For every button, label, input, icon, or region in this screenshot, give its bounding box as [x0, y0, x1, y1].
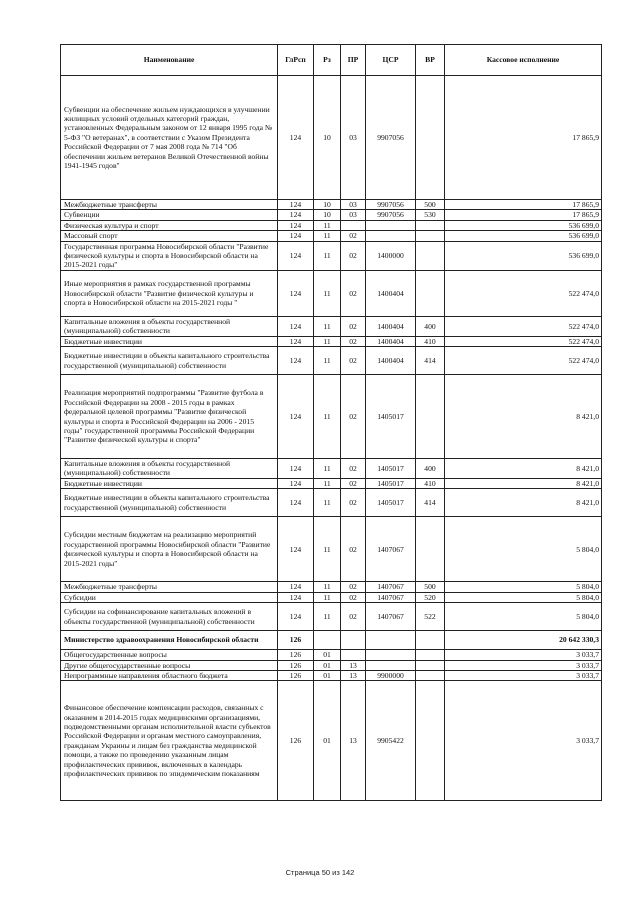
cell-amount: 3 033,7 — [445, 660, 602, 670]
header-vr: ВР — [416, 45, 445, 76]
table-row — [61, 489, 602, 517]
table-row — [61, 336, 602, 346]
cell-name: Общегосударственные вопросы — [61, 650, 278, 660]
cell-amount: 522 474,0 — [445, 336, 602, 346]
cell-glrsp: 124 — [278, 76, 314, 200]
table-row — [61, 478, 602, 488]
cell-name: Капитальные вложения в объекты государственной (муниципальной) собственности — [61, 316, 278, 336]
cell-pr: 13 — [341, 681, 366, 801]
cell-name: Другие общегосударственные вопросы — [61, 660, 278, 670]
cell-glrsp: 124 — [278, 375, 314, 459]
cell-pr — [341, 631, 366, 650]
cell-glrsp: 124 — [278, 347, 314, 375]
cell-pr: 03 — [341, 210, 366, 220]
table-row — [61, 231, 602, 241]
header-pr: ПР — [341, 45, 366, 76]
table-row — [61, 347, 602, 375]
cell-vr — [416, 650, 445, 660]
cell-vr: 520 — [416, 592, 445, 602]
cell-glrsp: 124 — [278, 592, 314, 602]
cell-glrsp: 124 — [278, 336, 314, 346]
cell-glrsp: 124 — [278, 582, 314, 592]
cell-name: Субвенции — [61, 210, 278, 220]
cell-pr: 02 — [341, 270, 366, 316]
table-row — [61, 660, 602, 670]
header-amount: Кассовое исполнение — [445, 45, 602, 76]
cell-pr — [341, 220, 366, 230]
cell-csr: 1405017 — [366, 489, 416, 517]
cell-rz: 11 — [314, 517, 341, 582]
cell-glrsp: 124 — [278, 210, 314, 220]
table-row — [61, 582, 602, 592]
cell-glrsp: 124 — [278, 241, 314, 270]
cell-vr — [416, 220, 445, 230]
cell-pr: 02 — [341, 592, 366, 602]
cell-glrsp: 126 — [278, 650, 314, 660]
cell-csr: 9905422 — [366, 681, 416, 801]
cell-pr: 03 — [341, 200, 366, 210]
cell-vr: 522 — [416, 603, 445, 631]
cell-vr — [416, 681, 445, 801]
cell-glrsp: 126 — [278, 670, 314, 680]
table-row — [61, 76, 602, 200]
cell-amount: 5 804,0 — [445, 592, 602, 602]
cell-csr: 9907056 — [366, 210, 416, 220]
cell-rz: 11 — [314, 220, 341, 230]
cell-vr: 500 — [416, 582, 445, 592]
cell-csr — [366, 220, 416, 230]
cell-pr: 02 — [341, 478, 366, 488]
cell-rz: 11 — [314, 336, 341, 346]
cell-rz: 10 — [314, 200, 341, 210]
cell-pr: 13 — [341, 670, 366, 680]
cell-amount: 522 474,0 — [445, 270, 602, 316]
cell-rz: 11 — [314, 270, 341, 316]
cell-csr: 1400404 — [366, 270, 416, 316]
table-row — [61, 210, 602, 220]
cell-rz: 11 — [314, 241, 341, 270]
cell-amount: 5 804,0 — [445, 517, 602, 582]
cell-name: Бюджетные инвестиции — [61, 478, 278, 488]
cell-name: Министерство здравоохранения Новосибирской области — [61, 631, 278, 650]
cell-name: Реализация мероприятий подпрограммы "Развитие футбола в Российской Федерации на 2008 - 2015 годы в рамках федеральной целевой программы "Развитие физической культуры и спорта в Российской Федерации на 2006 - 2015 годы" государственной программы Российской Федерации "Развитие физической культуры и спорта" — [61, 375, 278, 459]
cell-amount: 5 804,0 — [445, 582, 602, 592]
cell-vr: 400 — [416, 459, 445, 479]
cell-rz — [314, 631, 341, 650]
cell-name: Межбюджетные трансферты — [61, 582, 278, 592]
cell-amount: 522 474,0 — [445, 347, 602, 375]
cell-vr — [416, 241, 445, 270]
cell-amount: 8 421,0 — [445, 489, 602, 517]
cell-amount: 536 699,0 — [445, 231, 602, 241]
cell-pr: 13 — [341, 660, 366, 670]
budget-table — [60, 44, 602, 801]
header-name: Наименование — [61, 45, 278, 76]
cell-pr: 02 — [341, 241, 366, 270]
cell-pr: 02 — [341, 375, 366, 459]
cell-rz: 01 — [314, 681, 341, 801]
cell-csr: 1407067 — [366, 582, 416, 592]
cell-glrsp: 126 — [278, 660, 314, 670]
cell-name: Капитальные вложения в объекты государственной (муниципальной) собственности — [61, 459, 278, 479]
cell-glrsp: 124 — [278, 517, 314, 582]
cell-rz: 11 — [314, 592, 341, 602]
cell-vr — [416, 660, 445, 670]
cell-rz: 11 — [314, 489, 341, 517]
cell-glrsp: 124 — [278, 489, 314, 517]
cell-name: Субвенции на обеспечение жильем нуждающихся в улучшении жилищных условий отдельных категорий граждан, установленных Федеральным законом от 12 января 1995 года № 5-ФЗ "О ветеранах", в соответствии с Указом Президента Российской Федерации от 7 мая 2008 года № 714 "Об обеспечении жильем ветеранов Великой Отечественной войны 1941-1945 годов" — [61, 76, 278, 200]
cell-name: Массовый спорт — [61, 231, 278, 241]
cell-csr: 1400404 — [366, 316, 416, 336]
cell-amount: 17 865,9 — [445, 76, 602, 200]
table-row — [61, 270, 602, 316]
cell-csr — [366, 650, 416, 660]
cell-amount: 3 033,7 — [445, 650, 602, 660]
table-row — [61, 670, 602, 680]
cell-vr — [416, 670, 445, 680]
cell-csr: 9907056 — [366, 76, 416, 200]
table-row — [61, 459, 602, 479]
cell-vr: 410 — [416, 336, 445, 346]
cell-glrsp: 124 — [278, 316, 314, 336]
cell-glrsp: 124 — [278, 231, 314, 241]
cell-rz: 11 — [314, 478, 341, 488]
cell-name: Бюджетные инвестиции в объекты капитального строительства государственной (муниципальной) собственности — [61, 489, 278, 517]
cell-vr: 410 — [416, 478, 445, 488]
cell-rz: 11 — [314, 603, 341, 631]
table-row — [61, 375, 602, 459]
cell-rz: 01 — [314, 670, 341, 680]
cell-csr: 1407067 — [366, 592, 416, 602]
cell-glrsp: 124 — [278, 200, 314, 210]
header-glrsp: ГлРсп — [278, 45, 314, 76]
cell-rz: 10 — [314, 210, 341, 220]
cell-name: Финансовое обеспечение компенсации расходов, связанных с оказанием в 2014-2015 годах медицинскими организациями, подведомственными органам исполнительной власти субъектов Российской Федерации и органам местного самоуправления, гражданам Украины и лицам без гражданства медицинской помощи, а также по проведению указанным лицам профилактических прививок, включенных в календарь профилактических прививок по эпидемическим показаниям — [61, 681, 278, 801]
cell-pr: 02 — [341, 459, 366, 479]
cell-amount: 8 421,0 — [445, 478, 602, 488]
table-body — [61, 76, 602, 801]
cell-pr: 03 — [341, 76, 366, 200]
cell-csr: 1405017 — [366, 459, 416, 479]
cell-glrsp: 124 — [278, 478, 314, 488]
cell-name: Физическая культура и спорт — [61, 220, 278, 230]
cell-amount: 8 421,0 — [445, 375, 602, 459]
cell-pr: 02 — [341, 603, 366, 631]
cell-csr — [366, 631, 416, 650]
cell-csr: 1405017 — [366, 375, 416, 459]
cell-amount: 5 804,0 — [445, 603, 602, 631]
cell-amount: 3 033,7 — [445, 670, 602, 680]
cell-rz: 01 — [314, 650, 341, 660]
cell-pr: 02 — [341, 347, 366, 375]
page-number: Страница 50 из 142 — [285, 868, 355, 877]
cell-name: Непрограммные направления областного бюджета — [61, 670, 278, 680]
cell-rz: 10 — [314, 76, 341, 200]
cell-vr: 530 — [416, 210, 445, 220]
cell-pr: 02 — [341, 517, 366, 582]
cell-glrsp: 124 — [278, 603, 314, 631]
cell-pr: 02 — [341, 582, 366, 592]
cell-pr: 02 — [341, 336, 366, 346]
cell-rz: 11 — [314, 231, 341, 241]
cell-pr — [341, 650, 366, 660]
cell-csr: 1400000 — [366, 241, 416, 270]
cell-amount: 17 865,9 — [445, 200, 602, 210]
table-row — [61, 650, 602, 660]
cell-csr: 1407067 — [366, 517, 416, 582]
cell-rz: 01 — [314, 660, 341, 670]
cell-glrsp: 124 — [278, 220, 314, 230]
table-row — [61, 220, 602, 230]
cell-amount: 3 033,7 — [445, 681, 602, 801]
cell-vr — [416, 270, 445, 316]
cell-csr: 1400404 — [366, 336, 416, 346]
cell-name: Межбюджетные трансферты — [61, 200, 278, 210]
cell-glrsp: 124 — [278, 459, 314, 479]
cell-vr — [416, 517, 445, 582]
table-row — [61, 603, 602, 631]
cell-vr: 500 — [416, 200, 445, 210]
cell-rz: 11 — [314, 375, 341, 459]
cell-csr: 1407067 — [366, 603, 416, 631]
cell-csr: 9907056 — [366, 200, 416, 210]
cell-amount: 20 642 330,3 — [445, 631, 602, 650]
cell-vr: 414 — [416, 347, 445, 375]
cell-csr: 1400404 — [366, 347, 416, 375]
cell-pr: 02 — [341, 489, 366, 517]
cell-glrsp: 126 — [278, 681, 314, 801]
cell-name: Субсидии — [61, 592, 278, 602]
cell-pr: 02 — [341, 231, 366, 241]
header-csr: ЦСР — [366, 45, 416, 76]
cell-amount: 536 699,0 — [445, 220, 602, 230]
cell-csr: 9900000 — [366, 670, 416, 680]
cell-csr — [366, 660, 416, 670]
cell-name: Иные мероприятия в рамках государственной программы Новосибирской области "Развитие физической культуры и спорта в Новосибирской области на 2015-2021 годы " — [61, 270, 278, 316]
cell-rz: 11 — [314, 459, 341, 479]
table-header-row — [61, 45, 602, 76]
table-row — [61, 631, 602, 650]
cell-csr: 1405017 — [366, 478, 416, 488]
cell-glrsp: 126 — [278, 631, 314, 650]
table-row — [61, 200, 602, 210]
cell-name: Субсидии местным бюджетам на реализацию мероприятий государственной программы Новосибирской области "Развитие физической культуры и спорта в Новосибирской области на 2015-2021 годы" — [61, 517, 278, 582]
table-row — [61, 592, 602, 602]
cell-vr — [416, 231, 445, 241]
cell-amount: 536 699,0 — [445, 241, 602, 270]
header-rz: Рз — [314, 45, 341, 76]
cell-vr: 414 — [416, 489, 445, 517]
cell-vr — [416, 631, 445, 650]
cell-pr: 02 — [341, 316, 366, 336]
cell-vr: 400 — [416, 316, 445, 336]
cell-csr — [366, 231, 416, 241]
cell-amount: 522 474,0 — [445, 316, 602, 336]
cell-amount: 17 865,9 — [445, 210, 602, 220]
cell-vr — [416, 375, 445, 459]
table-row — [61, 681, 602, 801]
table-row — [61, 316, 602, 336]
cell-glrsp: 124 — [278, 270, 314, 316]
table-row — [61, 241, 602, 270]
table-row — [61, 517, 602, 582]
cell-rz: 11 — [314, 347, 341, 375]
cell-amount: 8 421,0 — [445, 459, 602, 479]
cell-rz: 11 — [314, 316, 341, 336]
cell-name: Государственная программа Новосибирской области "Развитие физической культуры и спорта в Новосибирской области на 2015-2021 годы" — [61, 241, 278, 270]
cell-name: Бюджетные инвестиции — [61, 336, 278, 346]
cell-name: Субсидии на софинансирование капитальных вложений в объекты государственной (муниципальной) собственности — [61, 603, 278, 631]
cell-rz: 11 — [314, 582, 341, 592]
cell-vr — [416, 76, 445, 200]
cell-name: Бюджетные инвестиции в объекты капитального строительства государственной (муниципальной) собственности — [61, 347, 278, 375]
